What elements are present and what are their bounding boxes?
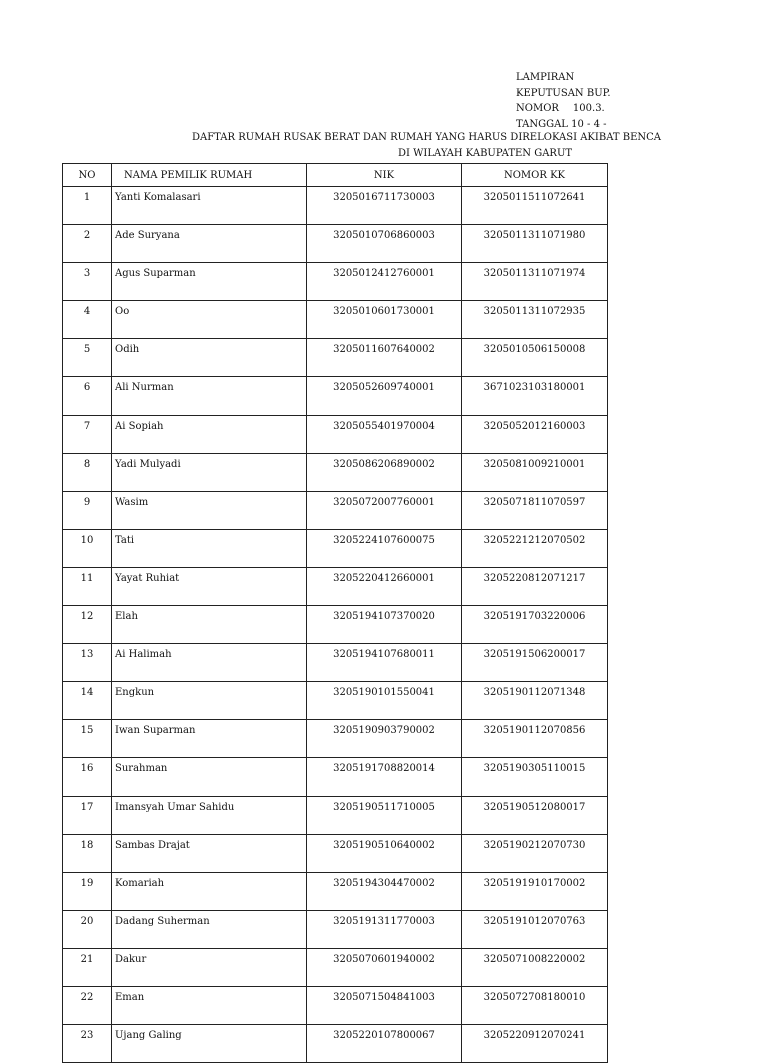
cell-nik: 3205072007760001 xyxy=(307,491,462,529)
column-header-nik: NIK xyxy=(307,164,462,187)
cell-kk: 3205010506150008 xyxy=(462,339,608,377)
cell-no: 23 xyxy=(63,1025,112,1063)
table-row xyxy=(63,263,608,301)
cell-kk: 3205191012070763 xyxy=(462,910,608,948)
cell-name: Ai Sopiah xyxy=(112,415,307,453)
column-header-no: NO xyxy=(63,164,112,187)
cell-nik: 3205012412760001 xyxy=(307,263,462,301)
nomor-label: NOMOR xyxy=(516,103,559,114)
keputusan-label: KEPUTUSAN BUP. xyxy=(516,87,611,99)
cell-name: Iwan Suparman xyxy=(112,720,307,758)
cell-name: Ade Suryana xyxy=(112,225,307,263)
table-row xyxy=(63,606,608,644)
cell-no: 16 xyxy=(63,758,112,796)
cell-kk: 3205190112071348 xyxy=(462,682,608,720)
cell-no: 20 xyxy=(63,910,112,948)
header-nomor-line xyxy=(516,101,768,117)
cell-no: 6 xyxy=(63,377,112,415)
table-row xyxy=(63,377,608,415)
cell-nik: 3205011607640002 xyxy=(307,339,462,377)
cell-name: Tati xyxy=(112,529,307,567)
table-row xyxy=(63,567,608,605)
cell-no: 17 xyxy=(63,796,112,834)
cell-no: 14 xyxy=(63,682,112,720)
cell-kk: 3205072708180010 xyxy=(462,986,608,1024)
cell-nik: 3205190510640002 xyxy=(307,834,462,872)
cell-nik: 3205190101550041 xyxy=(307,682,462,720)
cell-kk: 3205011311072935 xyxy=(462,301,608,339)
cell-nik: 3205016711730003 xyxy=(307,187,462,225)
cell-kk: 3205190212070730 xyxy=(462,834,608,872)
cell-name: Wasim xyxy=(112,491,307,529)
cell-no: 1 xyxy=(63,187,112,225)
table-row xyxy=(63,986,608,1024)
cell-kk: 3205071811070597 xyxy=(462,491,608,529)
cell-kk: 3205191506200017 xyxy=(462,644,608,682)
cell-name: Engkun xyxy=(112,682,307,720)
table-row xyxy=(63,834,608,872)
cell-no: 4 xyxy=(63,301,112,339)
cell-no: 19 xyxy=(63,872,112,910)
header-lampiran-line xyxy=(516,70,768,86)
cell-kk: 3205011311071980 xyxy=(462,225,608,263)
cell-name: Imansyah Umar Sahidu xyxy=(112,796,307,834)
table-row xyxy=(63,682,608,720)
table-row xyxy=(63,187,608,225)
tanggal-label: TANGGAL 10 - 4 - xyxy=(516,118,607,130)
cell-no: 22 xyxy=(63,986,112,1024)
cell-name: Ali Nurman xyxy=(112,377,307,415)
cell-kk: 3205191703220006 xyxy=(462,606,608,644)
cell-nik: 3205194107680011 xyxy=(307,644,462,682)
table-row xyxy=(63,453,608,491)
cell-name: Yanti Komalasari xyxy=(112,187,307,225)
document-title: DAFTAR RUMAH RUSAK BERAT DAN RUMAH YANG HARUS DIRELOKASI AKIBAT BENCA xyxy=(192,132,661,143)
table-row xyxy=(63,720,608,758)
cell-name: Ujang Galing xyxy=(112,1025,307,1063)
column-header-name: NAMA PEMILIK RUMAH xyxy=(112,164,307,187)
house-owner-table xyxy=(62,163,608,1063)
document-subtitle: DI WILAYAH KABUPATEN GARUT xyxy=(398,148,573,159)
cell-nik: 3205052609740001 xyxy=(307,377,462,415)
cell-name: Sambas Drajat xyxy=(112,834,307,872)
cell-kk: 3205190512080017 xyxy=(462,796,608,834)
cell-name: Oo xyxy=(112,301,307,339)
table-body xyxy=(63,187,608,1063)
cell-kk: 3205191910170002 xyxy=(462,872,608,910)
attachment-header xyxy=(516,70,768,132)
cell-nik: 3205190511710005 xyxy=(307,796,462,834)
table-row xyxy=(63,948,608,986)
cell-nik: 3205070601940002 xyxy=(307,948,462,986)
header-keputusan-line xyxy=(516,86,768,102)
cell-kk: 3205190112070856 xyxy=(462,720,608,758)
table-row xyxy=(63,339,608,377)
table-row xyxy=(63,225,608,263)
cell-name: Agus Suparman xyxy=(112,263,307,301)
cell-no: 5 xyxy=(63,339,112,377)
cell-nik: 3205191311770003 xyxy=(307,910,462,948)
table-row xyxy=(63,529,608,567)
cell-nik: 3205220107800067 xyxy=(307,1025,462,1063)
table-row xyxy=(63,301,608,339)
cell-kk: 3205081009210001 xyxy=(462,453,608,491)
cell-kk: 3205221212070502 xyxy=(462,529,608,567)
cell-name: Yayat Ruhiat xyxy=(112,567,307,605)
table-row xyxy=(63,644,608,682)
cell-nik: 3205010601730001 xyxy=(307,301,462,339)
cell-kk: 3671023103180001 xyxy=(462,377,608,415)
table-row xyxy=(63,415,608,453)
cell-no: 21 xyxy=(63,948,112,986)
cell-no: 8 xyxy=(63,453,112,491)
cell-no: 10 xyxy=(63,529,112,567)
cell-nik: 3205224107600075 xyxy=(307,529,462,567)
table-row xyxy=(63,796,608,834)
cell-kk: 3205011511072641 xyxy=(462,187,608,225)
column-header-kk: NOMOR KK xyxy=(462,164,608,187)
cell-no: 13 xyxy=(63,644,112,682)
cell-no: 9 xyxy=(63,491,112,529)
cell-no: 18 xyxy=(63,834,112,872)
header-tanggal-line xyxy=(516,117,768,133)
table-header-row xyxy=(63,164,608,187)
cell-name: Ai Halimah xyxy=(112,644,307,682)
cell-name: Komariah xyxy=(112,872,307,910)
cell-no: 3 xyxy=(63,263,112,301)
cell-kk: 3205052012160003 xyxy=(462,415,608,453)
table-row xyxy=(63,758,608,796)
cell-nik: 3205190903790002 xyxy=(307,720,462,758)
cell-nik: 3205071504841003 xyxy=(307,986,462,1024)
cell-kk: 3205190305110015 xyxy=(462,758,608,796)
lampiran-label: LAMPIRAN xyxy=(516,72,575,83)
cell-nik: 3205055401970004 xyxy=(307,415,462,453)
cell-nik: 3205220412660001 xyxy=(307,567,462,605)
table-row xyxy=(63,491,608,529)
cell-name: Dakur xyxy=(112,948,307,986)
cell-no: 15 xyxy=(63,720,112,758)
cell-nik: 3205086206890002 xyxy=(307,453,462,491)
cell-nik: 3205010706860003 xyxy=(307,225,462,263)
cell-kk: 3205071008220002 xyxy=(462,948,608,986)
cell-name: Odih xyxy=(112,339,307,377)
cell-name: Elah xyxy=(112,606,307,644)
cell-nik: 3205194107370020 xyxy=(307,606,462,644)
cell-nik: 3205191708820014 xyxy=(307,758,462,796)
nomor-value: 100.3. xyxy=(572,103,605,114)
table-row xyxy=(63,1025,608,1063)
cell-name: Dadang Suherman xyxy=(112,910,307,948)
table-row xyxy=(63,872,608,910)
table-row xyxy=(63,910,608,948)
cell-kk: 3205011311071974 xyxy=(462,263,608,301)
cell-name: Eman xyxy=(112,986,307,1024)
cell-name: Yadi Mulyadi xyxy=(112,453,307,491)
cell-no: 11 xyxy=(63,567,112,605)
cell-nik: 3205194304470002 xyxy=(307,872,462,910)
cell-no: 7 xyxy=(63,415,112,453)
cell-name: Surahman xyxy=(112,758,307,796)
cell-no: 12 xyxy=(63,606,112,644)
cell-kk: 3205220912070241 xyxy=(462,1025,608,1063)
cell-kk: 3205220812071217 xyxy=(462,567,608,605)
cell-no: 2 xyxy=(63,225,112,263)
